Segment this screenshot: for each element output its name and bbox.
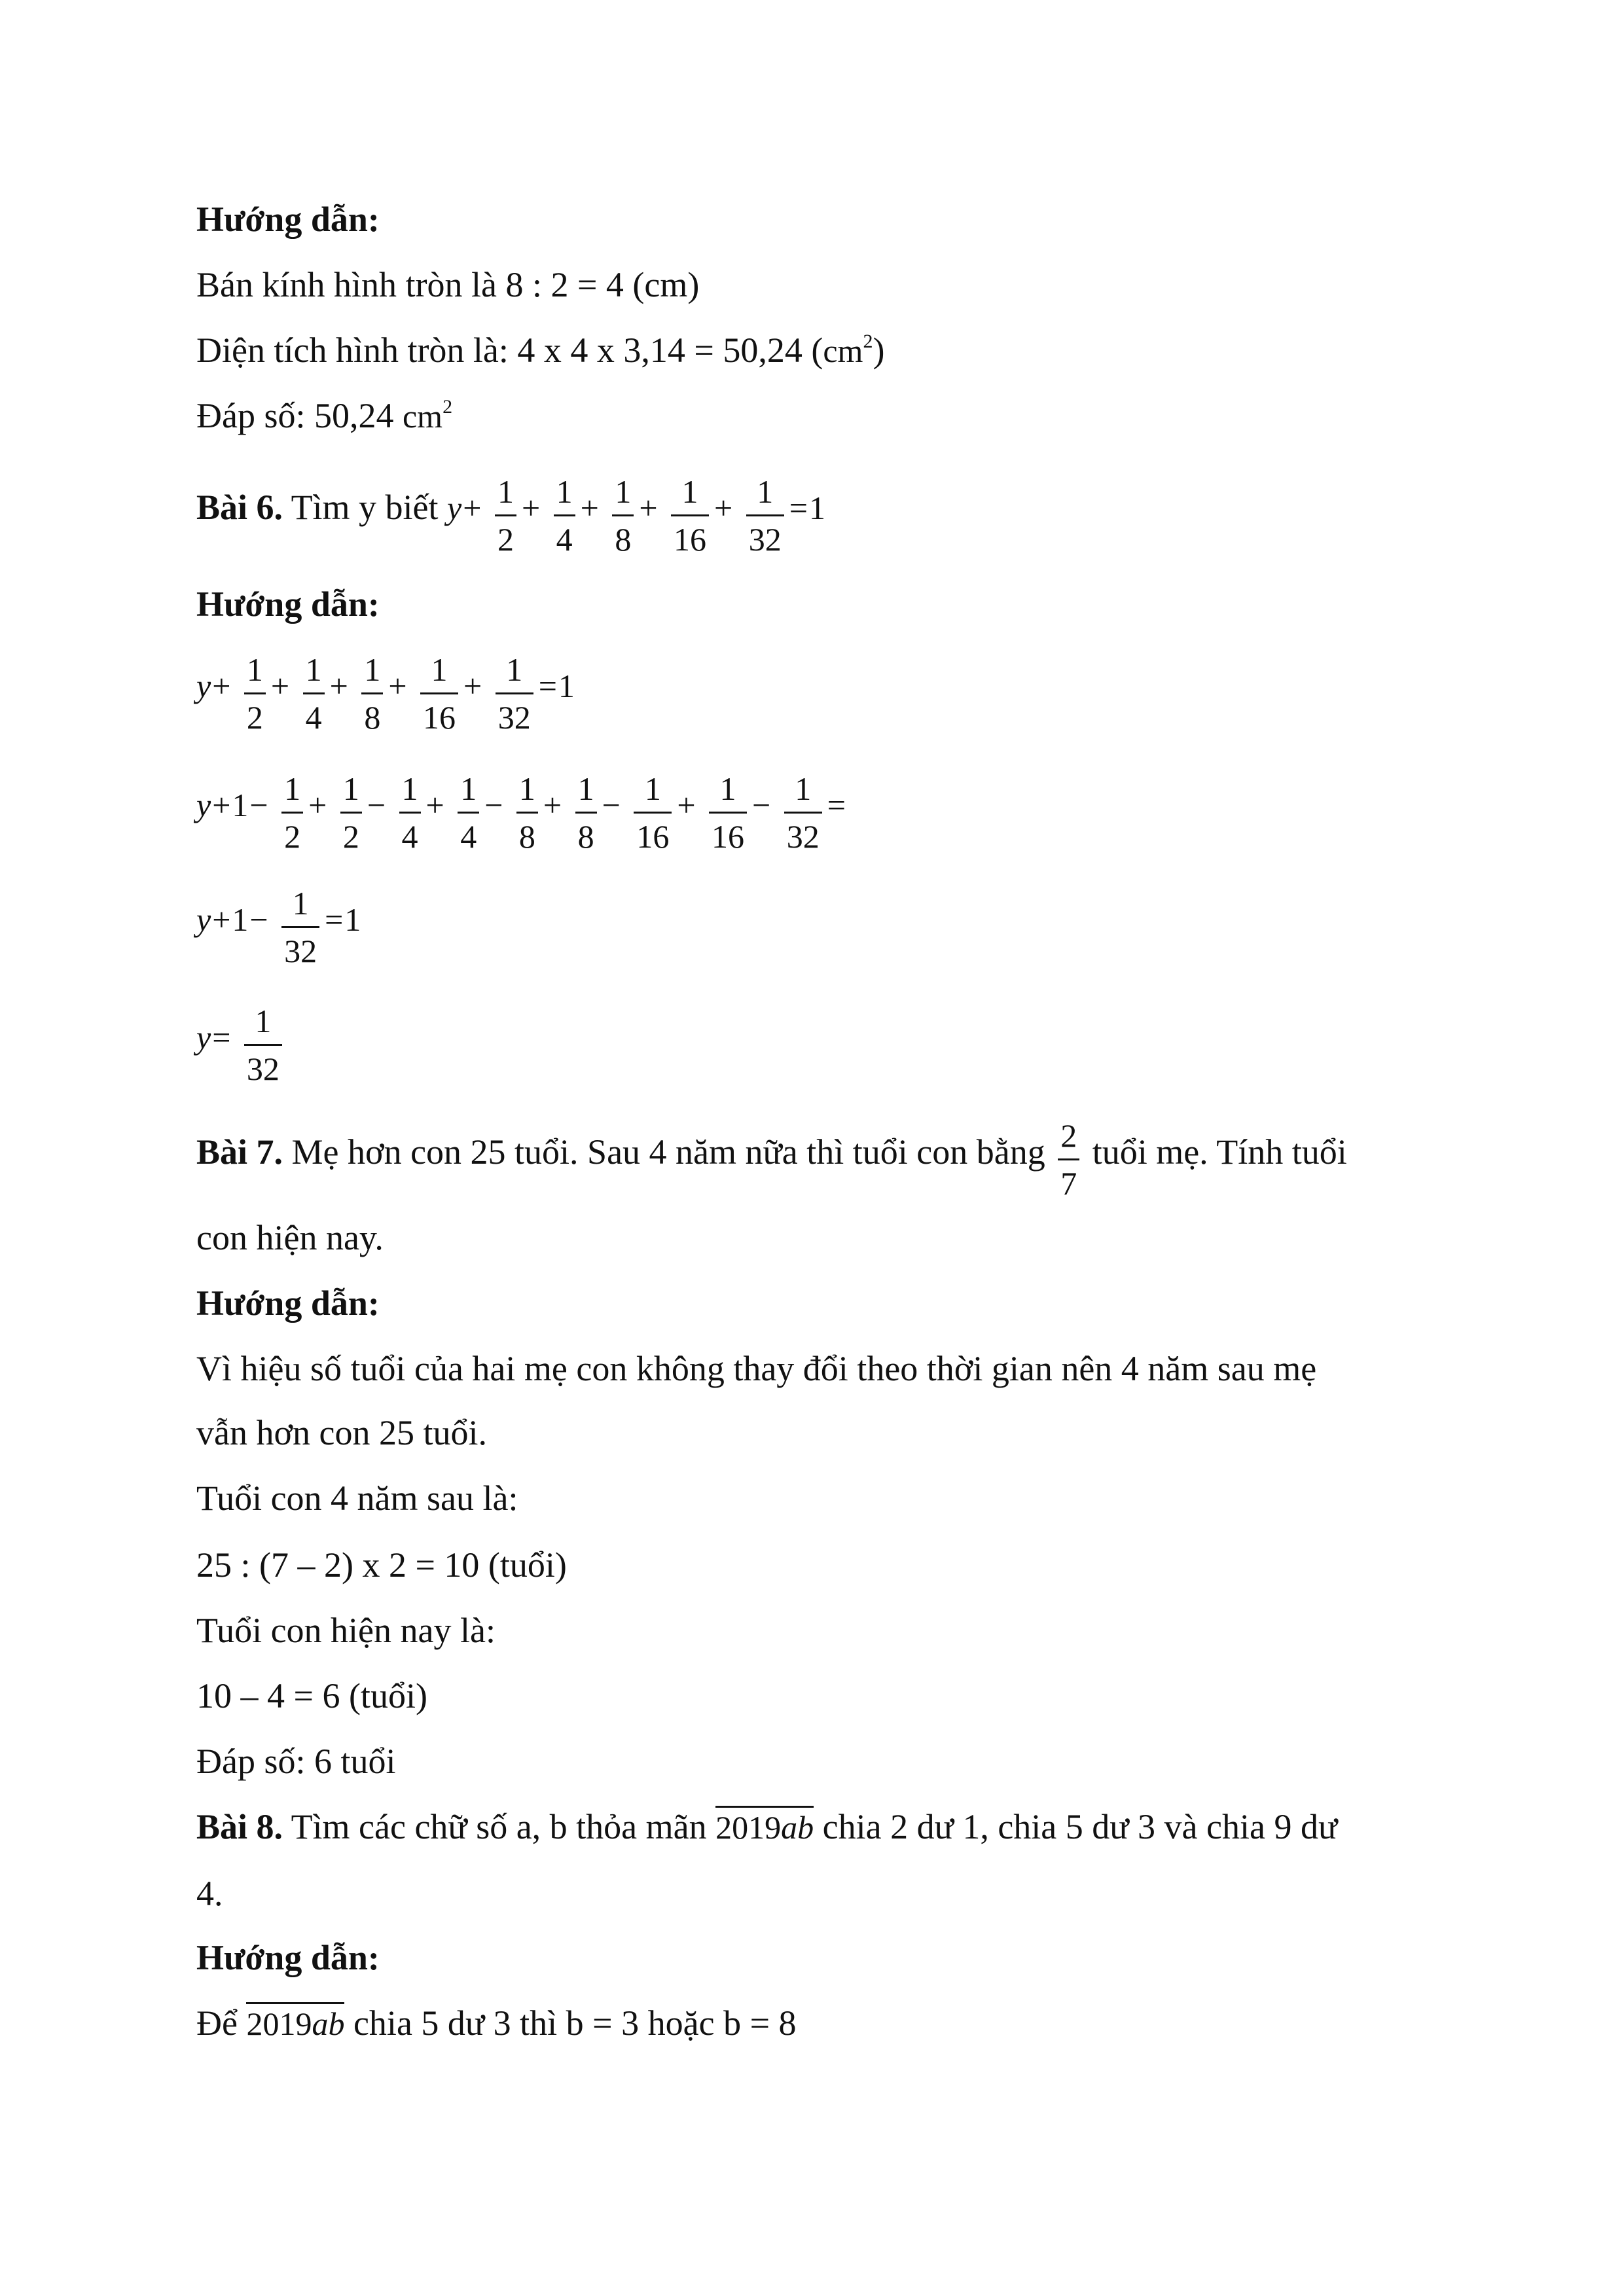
heading-guide-7: Hướng dẫn: bbox=[196, 1283, 380, 1323]
guide-7-line: 25 : (7 – 2) x 2 = 10 (tuổi) bbox=[196, 1545, 567, 1585]
guide-7-line: vẫn hơn con 25 tuổi. bbox=[196, 1413, 487, 1452]
guide-7-line: Vì hiệu số tuổi của hai mẹ con không thay đổi theo thời gian nên 4 năm sau mẹ bbox=[196, 1349, 1317, 1388]
problem-7: Bài 7. Mẹ hơn con 25 tuổi. Sau 4 năm nữa thì tuổi con bằng $\frac{2}{7}$ tuổi mẹ. Tính tuổi bbox=[196, 1117, 1347, 1202]
problem-8-cont: 4. bbox=[196, 1874, 223, 1913]
heading-guide-5: Hướng dẫn: bbox=[196, 200, 380, 239]
area-line: Diện tích hình tròn là: 4 x 4 x 3,14 = 50,24 $(cm^2)$ bbox=[196, 331, 885, 370]
step-6-4: y= $\frac{1}{32}$ bbox=[196, 998, 286, 1084]
step-6-3: y+1− $\frac{1}{32}$ =1 bbox=[196, 885, 361, 969]
radius-line: Bán kính hình tròn là 8 : 2 = 4 (cm) bbox=[196, 265, 700, 304]
guide-7-line: Tuổi con 4 năm sau là: bbox=[196, 1479, 518, 1518]
overline-number: 2019ab bbox=[246, 2002, 344, 2042]
step-6-2: y+1− $\frac{1}{2}$ + $\frac{1}{2}$ − $\frac{1}{4}$ + $\frac{1}{4}$ − $\frac{1}{8}$ + $\frac{1}{8}$ − $\frac{1}{16}$ + $\frac{1}{16}$ − $\frac{1}{32}$ = bbox=[196, 770, 846, 855]
step-6-1: y+ $\frac{1}{2}$ + $\frac{1}{4}$ + $\frac{1}{8}$ + $\frac{1}{16}$ + $\frac{1}{32}$ =1 bbox=[196, 651, 575, 736]
problem-6: Bài 6. Tìm y biết y+ $\frac{1}{2}$ + $\frac{1}{4}$ + $\frac{1}{8}$ + $\frac{1}{16}$ + $\frac{1}{32}$ =1 bbox=[196, 473, 825, 558]
answer-5: Đáp số: 50,24 $cm^2$ bbox=[196, 396, 453, 435]
problem-7-cont: con hiện nay. bbox=[196, 1218, 384, 1257]
overline-number: 2019ab bbox=[715, 1806, 814, 1846]
guide-8-line: Để 2019ab chia 5 dư 3 thì b = 3 hoặc b = 8 bbox=[196, 2003, 797, 2043]
guide-7-line: Đáp số: 6 tuổi bbox=[196, 1742, 396, 1781]
guide-7-line: Tuổi con hiện nay là: bbox=[196, 1611, 496, 1650]
problem-6-equation: y+ $\frac{1}{2}$ + $\frac{1}{4}$ + $\frac{1}{8}$ + $\frac{1}{16}$ + $\frac{1}{32}$ =1 bbox=[447, 473, 825, 558]
problem-8: Bài 8. Tìm các chữ số a, b thỏa mãn 2019ab chia 2 dư 1, chia 5 dư 3 và chia 9 dư bbox=[196, 1807, 1338, 1846]
guide-7-line: 10 – 4 = 6 (tuổi) bbox=[196, 1676, 427, 1715]
heading-guide-6: Hướng dẫn: bbox=[196, 584, 380, 624]
heading-guide-8: Hướng dẫn: bbox=[196, 1938, 380, 1977]
